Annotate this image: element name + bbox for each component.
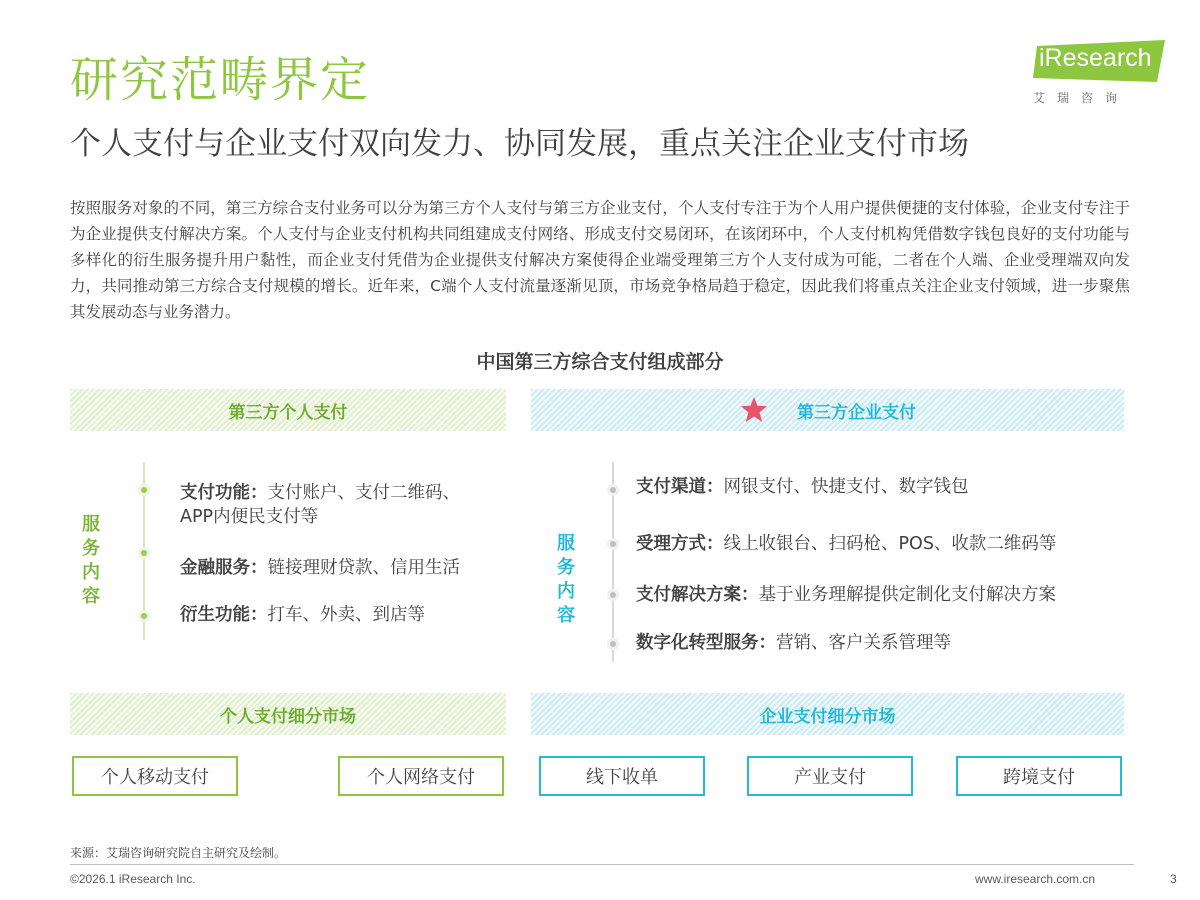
logo-subtitle: 艾瑞咨询 <box>1033 91 1130 105</box>
service-label-char: 服 <box>82 514 100 535</box>
market-box-industry-payment <box>747 756 913 796</box>
logo-text: iResearch <box>1039 44 1152 72</box>
service-item-desc: 线上收银台、扫码枪、POS、收款二维码等 <box>723 534 1057 554</box>
timeline-dot <box>141 613 147 619</box>
service-item-desc: 基于业务理解提供定制化支付解决方案 <box>758 585 1056 605</box>
service-item-name: 支付功能： <box>180 483 268 503</box>
iresearch-logo <box>1033 40 1165 82</box>
personal-payment-header-label: 第三方个人支付 <box>228 402 348 423</box>
personal-service-item <box>180 481 460 529</box>
timeline-dot <box>610 541 616 547</box>
service-item-desc: 支付账户、支付二维码、 <box>267 483 460 503</box>
personal-payment-header <box>70 389 506 431</box>
enterprise-service-item <box>636 631 951 655</box>
service-label-char: 务 <box>82 538 100 559</box>
enterprise-payment-header-label: 第三方企业支付 <box>797 402 916 423</box>
market-box-offline-acquiring <box>539 756 705 796</box>
service-item-desc: 营销、客户关系管理等 <box>776 633 951 653</box>
enterprise-service-item <box>636 532 1056 556</box>
service-item-desc: 网银支付、快捷支付、数字钱包 <box>723 477 969 497</box>
service-label-char: 内 <box>557 581 575 602</box>
service-item-name: 支付解决方案： <box>636 585 759 605</box>
enterprise-service-label <box>555 532 577 628</box>
personal-market-header <box>70 693 506 735</box>
service-label-char: 容 <box>82 586 100 607</box>
service-item-desc: 打车、外卖、到店等 <box>267 605 425 625</box>
personal-market-header-label: 个人支付细分市场 <box>220 706 356 727</box>
service-item-desc-2: APP内便民支付等 <box>180 507 319 527</box>
service-label-char: 务 <box>557 557 575 578</box>
service-label-char: 服 <box>557 533 575 554</box>
page-number: 3 <box>1170 872 1177 886</box>
personal-service-label <box>80 513 102 609</box>
enterprise-market-header <box>531 693 1124 735</box>
intro-paragraph: 按照服务对象的不同，第三方综合支付业务可以分为第三方个人支付与第三方企业支付，个人支付专注于为个人用户提供便捷的支付体验，企业支付专注于为企业提供支付解决方案。个人支付与企业支付机构共同组建成支付网络、形成支付交易闭环，在该闭环中，个人支付机构凭借数字钱包良好的支付功能与多样化的衍生服务提升用户黏性，而企业支付凭借为企业提供支付解决方案使得企业端受理第三方个人支付成为可能，二者在个人端、企业受理端双向发力，共同推动第三方综合支付规模的增长。近年来，C端个人支付流量逐渐见顶，市场竞争格局趋于稳定，因此我们将重点关注企业支付领域，进一步聚焦其发展动态与业务潜力。 <box>70 199 1130 321</box>
enterprise-service-item <box>636 583 1056 607</box>
market-box-label: 产业支付 <box>794 767 866 788</box>
timeline-dot <box>141 550 147 556</box>
enterprise-market-header-label: 企业支付细分市场 <box>759 706 896 727</box>
service-item-desc: 链接理财贷款、信用生活 <box>267 558 460 578</box>
market-box-personal-mobile <box>72 756 238 796</box>
service-item-name: 金融服务： <box>180 558 268 578</box>
service-item-name: 受理方式： <box>636 534 724 554</box>
service-item-name: 衍生功能： <box>180 605 268 625</box>
service-item-name: 数字化转型服务： <box>636 633 776 653</box>
website-link[interactable]: www.iresearch.com.cn <box>975 872 1096 886</box>
market-box-label: 个人网络支付 <box>367 767 475 788</box>
service-item-name: 支付渠道： <box>636 477 724 497</box>
timeline-dot <box>610 592 616 598</box>
service-label-char: 内 <box>82 562 100 583</box>
market-box-personal-online <box>338 756 504 796</box>
market-box-cross-border <box>956 756 1122 796</box>
enterprise-service-item <box>636 475 969 499</box>
source-note: 来源：艾瑞咨询研究院自主研究及绘制。 <box>70 846 287 860</box>
page-title: 研究范畴界定 <box>70 52 371 108</box>
footer-divider <box>70 864 1134 865</box>
diagram-title: 中国第三方综合支付组成部分 <box>476 351 724 373</box>
market-box-label: 线下收单 <box>586 767 658 788</box>
service-label-char: 容 <box>557 605 575 626</box>
copyright: ©2026.1 iResearch Inc. <box>70 872 196 886</box>
timeline-dot <box>610 641 616 647</box>
page-subtitle: 个人支付与企业支付双向发力、协同发展，重点关注企业支付市场 <box>70 126 969 162</box>
enterprise-payment-header <box>531 389 1124 431</box>
timeline-dot <box>610 487 616 493</box>
personal-service-item <box>180 603 425 627</box>
market-box-label: 跨境支付 <box>1003 767 1075 788</box>
market-box-label: 个人移动支付 <box>101 767 209 788</box>
timeline-dot <box>141 487 147 493</box>
personal-service-item <box>180 556 460 580</box>
star-icon <box>739 395 769 425</box>
